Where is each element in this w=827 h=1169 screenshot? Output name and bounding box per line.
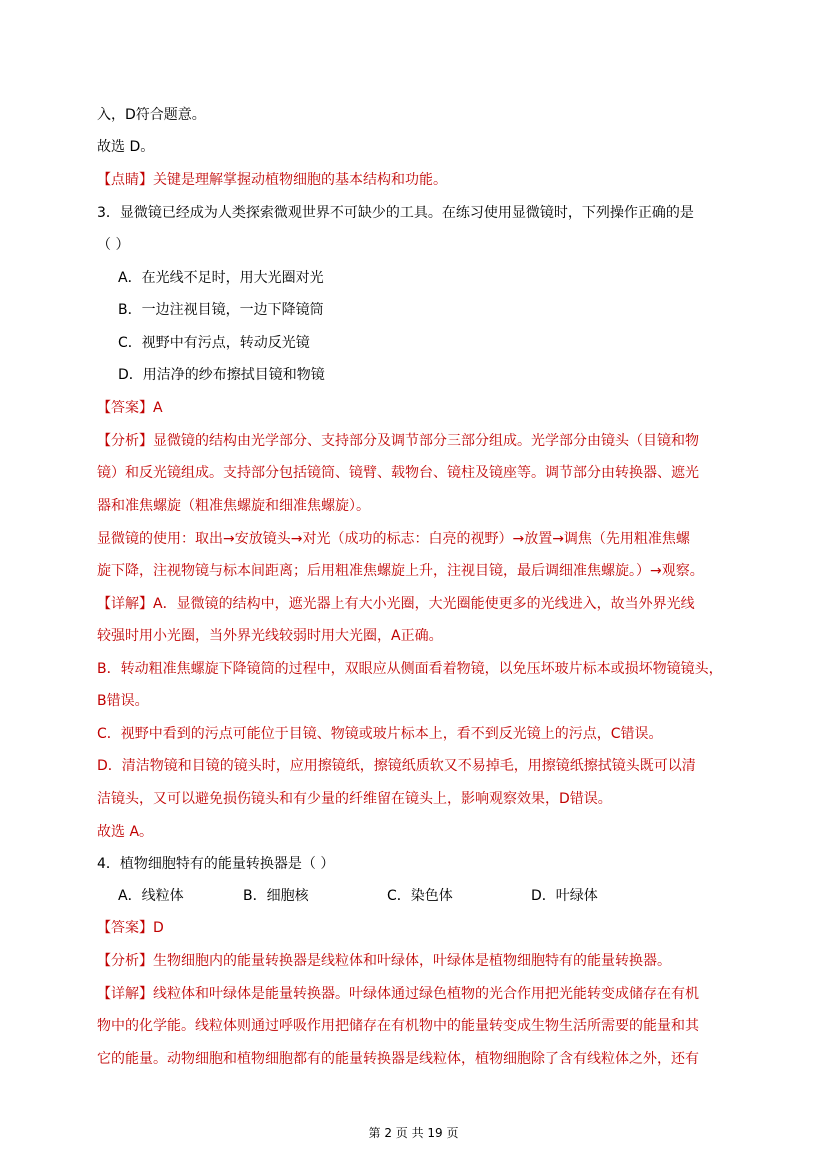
analysis-line: 旋下降，注视物镜与标本间距离；后用粗准焦螺旋上升，注视目镜，最后调细准焦螺旋。）→观察。 xyxy=(97,563,704,579)
text-line: 故选 D。 xyxy=(97,139,155,155)
question-4-stem: 4．植物细胞特有的能量转换器是（ ） xyxy=(97,856,335,872)
detail-line: 洁镜头，又可以避免损伤镜头和有少量的纤维留在镜头上，影响观察效果，D错误。 xyxy=(97,791,612,807)
detail-line: 它的能量。动物细胞和植物细胞都有的能量转换器是线粒体，植物细胞除了含有线粒体之外，还有 xyxy=(97,1051,699,1067)
option-a: A．线粒体 xyxy=(118,888,184,904)
question-4-options xyxy=(0,886,827,906)
detail-line: 较强时用小光圈，当外界光线较弱时用大光圈，A正确。 xyxy=(97,628,443,644)
analysis-line: 镜）和反光镜组成。支持部分包括镜筒、镜臂、载物台、镜柱及镜座等。调节部分由转换器、遮光 xyxy=(97,465,699,481)
analysis-line: 【分析】生物细胞内的能量转换器是线粒体和叶绿体，叶绿体是植物细胞特有的能量转换器。 xyxy=(97,953,671,969)
option-c: C．染色体 xyxy=(387,888,453,904)
option-d: D．叶绿体 xyxy=(531,888,598,904)
choice-line: 故选 A。 xyxy=(97,824,154,840)
detail-line: 【详解】A．显微镜的结构中，遮光器上有大小光圈，大光圈能使更多的光线进入，故当外界光线 xyxy=(97,596,695,612)
question-3-blank: （ ） xyxy=(97,237,130,253)
answer-line: 【答案】A xyxy=(97,400,163,416)
answer-line: 【答案】D xyxy=(97,920,164,936)
option-c: C．视野中有污点，转动反光镜 xyxy=(118,335,310,351)
detail-line: D．清洁物镜和目镜的镜头时，应用擦镜纸，擦镜纸质软又不易掉毛，用擦镜纸擦拭镜头既可以清 xyxy=(97,758,696,774)
comment-line: 【点睛】关键是理解掌握动植物细胞的基本结构和功能。 xyxy=(97,172,447,188)
detail-line: 物中的化学能。线粒体则通过呼吸作用把储存在有机物中的能量转变成生物生活所需要的能量和其 xyxy=(97,1018,699,1034)
detail-line: 【详解】线粒体和叶绿体是能量转换器。叶绿体通过绿色植物的光合作用把光能转变成储存在有机 xyxy=(97,986,699,1002)
detail-line: B错误。 xyxy=(97,693,149,709)
analysis-line: 【分析】显微镜的结构由光学部分、支持部分及调节部分三部分组成。光学部分由镜头（目镜和物 xyxy=(97,433,699,449)
page-footer: 第 2 页 共 19 页 xyxy=(368,1126,459,1140)
option-b: B．细胞核 xyxy=(243,888,309,904)
analysis-line: 显微镜的使用：取出→安放镜头→对光（成功的标志：白亮的视野）→放置→调焦（先用粗准焦螺 xyxy=(97,531,690,547)
text-line: 入，D符合题意。 xyxy=(97,107,206,123)
option-a: A．在光线不足时，用大光圈对光 xyxy=(118,270,324,286)
detail-line: C．视野中看到的污点可能位于目镜、物镜或玻片标本上，看不到反光镜上的污点，C错误。 xyxy=(97,726,663,742)
detail-line: B．转动粗准焦螺旋下降镜筒的过程中，双眼应从侧面看着物镜，以免压坏玻片标本或损坏物镜镜头， xyxy=(97,661,723,677)
option-b: B．一边注视目镜，一边下降镜筒 xyxy=(118,302,324,318)
question-3-stem: 3．显微镜已经成为人类探索微观世界不可缺少的工具。在练习使用显微镜时，下列操作正确的是 xyxy=(97,205,694,221)
option-d: D．用洁净的纱布擦拭目镜和物镜 xyxy=(118,367,325,383)
analysis-line: 器和准焦螺旋（粗准焦螺旋和细准焦螺旋）。 xyxy=(97,498,370,514)
